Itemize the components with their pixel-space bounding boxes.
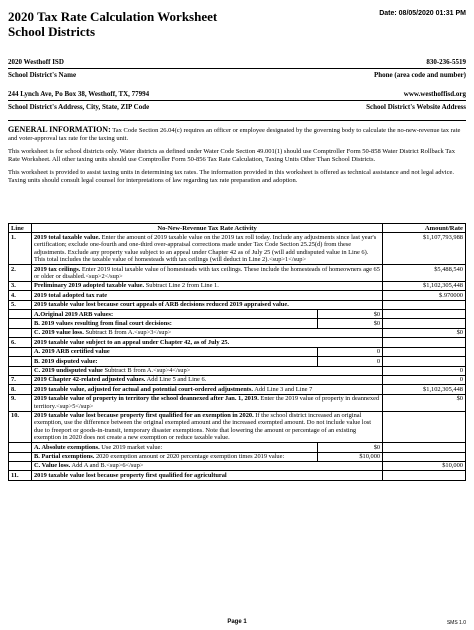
divider (8, 100, 466, 101)
sub-amount-cell: $0 (318, 310, 383, 319)
table-row: 4. 2019 total adopted tax rate $.970000 (9, 291, 466, 300)
table-row: 2. 2019 tax ceilings. Enter 2019 total taxable value of homesteads with tax ceilings. These include the homesteads of homeowners age 65 or older or disabled.<sup>2</sup> $5,488,540 (9, 265, 466, 282)
amount-cell: $0 (383, 394, 466, 411)
section-divider (8, 120, 466, 121)
table-row: 9. 2019 taxable value of property in territory the school deannexed after Jan. 1, 2019. Enter the 2019 value of property in deannexed territory.<sup>5</sup> $0 (9, 394, 466, 411)
amount-cell: $5,488,540 (383, 265, 466, 282)
district-address-label: School District's Address, City, State, ZIP Code (8, 103, 150, 111)
sub-amount-cell: 0 (318, 347, 383, 356)
district-website: www.westhoffisd.org (403, 90, 466, 98)
district-name-label: School District's Name (8, 71, 77, 79)
sub-amount-cell: $0 (318, 319, 383, 328)
title-line2: School Districts (8, 24, 96, 39)
table-row: B. Partial exemptions. 2020 exemption amount or 2020 percentage exemption times 2019 value: $10,000 (9, 452, 466, 461)
page-title (8, 9, 217, 39)
table-row: 8. 2019 taxable value, adjusted for actual and potential court-ordered adjustments. Add Line 3 and Line 7 $1,102,305,448 (9, 385, 466, 394)
table-row: 7. 2019 Chapter 42-related adjusted values. Add Line 5 and Line 6. 0 (9, 375, 466, 384)
district-phone-label: Phone (area code and number) (373, 71, 466, 79)
col-line-header: Line (9, 224, 32, 233)
info-para3: This worksheet is provided to assist taxing units in determining tax rates. The information provided in this worksheet is offered as technical assistance and not legal advice. Taxing units should consult legal counsel for interpretations of law regarding tax rate preparation and adoption. (8, 169, 454, 184)
table-row: 11. 2019 taxable value lost because property first qualified for agricultural (9, 471, 466, 480)
table-row: 5. 2019 taxable value lost because court appeals of ARB decisions reduced 2019 appraised value. (9, 300, 466, 309)
amount-cell: 0 (383, 375, 466, 384)
title-line1: 2020 Tax Rate Calculation Worksheet (8, 9, 218, 24)
page-number: Page 1 (227, 619, 247, 625)
print-date: Date: 08/05/2020 01:31 PM (379, 10, 466, 17)
table-row: B. 2019 disputed value: 0 (9, 357, 466, 366)
table-header-row (9, 224, 466, 233)
table-row: A. 2019 ARB certified value 0 (9, 347, 466, 356)
amount-cell: $1,102,305,448 (383, 385, 466, 394)
amount-cell: $10,000 (383, 461, 466, 470)
sub-amount-cell: 0 (318, 357, 383, 366)
general-information (8, 126, 466, 185)
form-code: SMS 1.0 (446, 620, 466, 626)
amount-cell: 0 (383, 366, 466, 375)
tax-rate-table (8, 223, 466, 481)
col-amount-header: Amount/Rate (383, 224, 466, 233)
sub-amount-cell: $10,000 (318, 452, 383, 461)
district-address: 244 Lynch Ave, Po Box 38, Westhoff, TX, 77994 (8, 90, 150, 98)
table-row: 10. 2019 taxable value lost because property first qualified for an exemption in 2020. If the school district increased an original exemption, use the difference between the original exempted amount and the increased exempted amount. Do not include value lost due to freeport or goods-in-transit, temporary disaster exemptions. Note that lowering the amount or percentage of an existing exemption in 2020 does not create a new exemption or reduce taxable value. (9, 411, 466, 443)
amount-cell: $1,107,793,988 (383, 233, 466, 265)
info-para1: GENERAL INFORMATION: Tax Code Section 26.04(c) requires an officer or employee designated by the governing body to calculate the no-new-revenue tax rate and voter-approval tax rate for the taxing unit. (8, 125, 461, 142)
table-row: 3. Preliminary 2019 adopted taxable value. Subtract Line 2 from Line 1. $1,102,305,448 (9, 281, 466, 290)
district-name: 2020 Westhoff ISD (8, 58, 64, 66)
amount-cell: $.970000 (383, 291, 466, 300)
table-row: C. 2019 undisputed value Subtract B from A.<sup>4</sup> 0 (9, 366, 466, 375)
table-row: A. Absolute exemptions. Use 2019 market value: $0 (9, 443, 466, 452)
table-row: B. 2019 values resulting from final court decisions: $0 (9, 319, 466, 328)
table-row: C. Value loss. Add A and B.<sup>6</sup> $10,000 (9, 461, 466, 470)
table-row: 1. 2019 total taxable value. Enter the amount of 2019 taxable value on the 2019 tax roll today. Include any adjustments since last year's certification; exclude one-fourth and one-third over-appraisal corrections made under Tax Code Section 25.25(d) from these adjustments. Exclude any property value subject to an appeal under Chapter 42 as of July 25 (will add undisputed value in Line 6). This total includes the taxable value of homesteads with tax ceilings (will deduct in Line 2).<sup>1</sup> $1,107,793,988 (9, 233, 466, 265)
info-para2: This worksheet is for school districts only. Water districts as defined under Water Code Section 49.001(1) should use Comptroller Form 50-858 Water District Rollback Tax Rate Worksheet. All other taxing units should use Comptroller Form 50-856 Tax Rate Calculation, Taxing Units Other Than School Districts. (8, 148, 455, 163)
table-row: C. 2019 value loss. Subtract B from A.<sup>3</sup> $0 (9, 328, 466, 337)
amount-cell: $1,102,305,448 (383, 281, 466, 290)
district-website-label: School District's Website Address (366, 103, 466, 111)
table-row: A.Original 2019 ARB values: $0 (9, 310, 466, 319)
sub-amount-cell: $0 (318, 443, 383, 452)
table-row: 6. 2019 taxable value subject to an appeal under Chapter 42, as of July 25. (9, 338, 466, 347)
amount-cell: $0 (383, 328, 466, 337)
info-heading: GENERAL INFORMATION: (8, 125, 111, 134)
divider (8, 68, 466, 69)
district-phone: 830-236-5519 (426, 58, 466, 66)
col-activity-header: No-New-Revenue Tax Rate Activity (31, 224, 382, 233)
